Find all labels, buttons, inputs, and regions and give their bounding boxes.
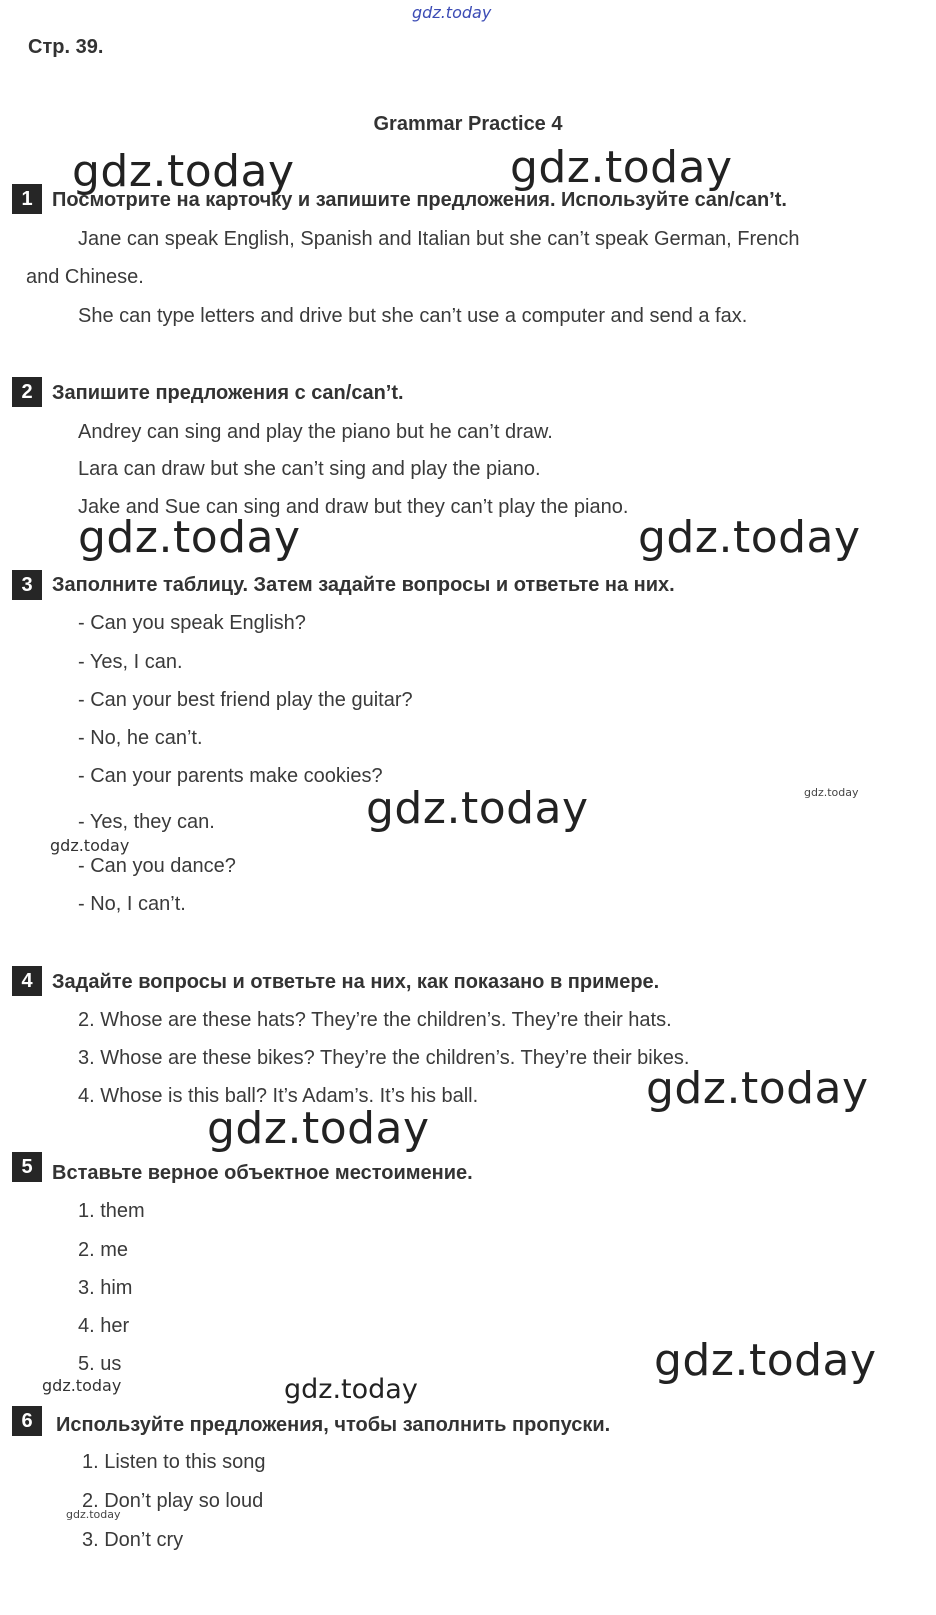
watermark: gdz.today <box>638 512 861 563</box>
watermark-logo: gdz.today <box>412 3 492 22</box>
task-heading: Посмотрите на карточку и запишите предложения. Используйте can/can’t. <box>52 189 787 211</box>
task-heading: Заполните таблицу. Затем задайте вопросы и ответьте на них. <box>52 574 675 596</box>
watermark: gdz.today <box>804 786 859 799</box>
watermark: gdz.today <box>42 1376 122 1395</box>
answer-line: 2. Don’t play so loud <box>82 1490 264 1512</box>
answer-line: 2. me <box>78 1239 129 1261</box>
task-number-badge: 4 <box>12 966 42 996</box>
answer-line: and Chinese. <box>26 266 144 288</box>
watermark: gdz.today <box>66 1508 121 1521</box>
task-number-badge: 2 <box>12 377 42 407</box>
answer-line: Lara can draw but she can’t sing and play the piano. <box>78 458 541 480</box>
task-number-badge: 6 <box>12 1406 42 1436</box>
watermark: gdz.today <box>366 783 589 834</box>
page-title: Grammar Practice 4 <box>373 113 563 135</box>
answer-line: 5. us <box>78 1353 122 1375</box>
watermark: gdz.today <box>284 1374 418 1405</box>
dialogue-line: - Yes, I can. <box>78 651 183 673</box>
answer-line: 1. them <box>78 1200 145 1222</box>
answer-line: Andrey can sing and play the piano but he can’t draw. <box>78 421 553 443</box>
watermark: gdz.today <box>72 146 295 197</box>
answer-line: 4. Whose is this ball? It’s Adam’s. It’s his ball. <box>78 1085 479 1107</box>
answer-line: 1. Listen to this song <box>82 1451 266 1473</box>
watermark: gdz.today <box>50 836 130 855</box>
dialogue-line: - Can you speak English? <box>78 612 306 634</box>
answer-line: 2. Whose are these hats? They’re the children’s. They’re their hats. <box>78 1009 672 1031</box>
watermark: gdz.today <box>207 1103 430 1154</box>
answer-line: 3. him <box>78 1277 133 1299</box>
answer-line: Jane can speak English, Spanish and Italian but she can’t speak German, French <box>78 228 800 250</box>
task-heading: Используйте предложения, чтобы заполнить пропуски. <box>56 1414 611 1436</box>
page-number: Стр. 39. <box>28 36 104 58</box>
watermark: gdz.today <box>646 1063 869 1114</box>
task-heading: Запишите предложения с can/can’t. <box>52 382 404 404</box>
dialogue-line: - No, I can’t. <box>78 893 186 915</box>
answer-line: 4. her <box>78 1315 130 1337</box>
task-number-badge: 5 <box>12 1152 42 1182</box>
task-heading: Задайте вопросы и ответьте на них, как показано в примере. <box>52 971 660 993</box>
answer-line: She can type letters and drive but she can’t use a computer and send a fax. <box>78 305 748 327</box>
task-number-badge: 1 <box>12 184 42 214</box>
watermark: gdz.today <box>78 512 301 563</box>
answer-line: 3. Whose are these bikes? They’re the children’s. They’re their bikes. <box>78 1047 690 1069</box>
dialogue-line: - Yes, they can. <box>78 811 215 833</box>
dialogue-line: - Can you dance? <box>78 855 236 877</box>
task-heading: Вставьте верное объектное местоимение. <box>52 1162 473 1184</box>
answer-line: Jake and Sue can sing and draw but they can’t play the piano. <box>78 496 629 518</box>
task-number-badge: 3 <box>12 570 42 600</box>
watermark: gdz.today <box>510 142 733 193</box>
dialogue-line: - Can your best friend play the guitar? <box>78 689 413 711</box>
dialogue-line: - No, he can’t. <box>78 727 203 749</box>
dialogue-line: - Can your parents make cookies? <box>78 765 383 787</box>
watermark: gdz.today <box>654 1335 877 1386</box>
answer-line: 3. Don’t cry <box>82 1529 184 1551</box>
